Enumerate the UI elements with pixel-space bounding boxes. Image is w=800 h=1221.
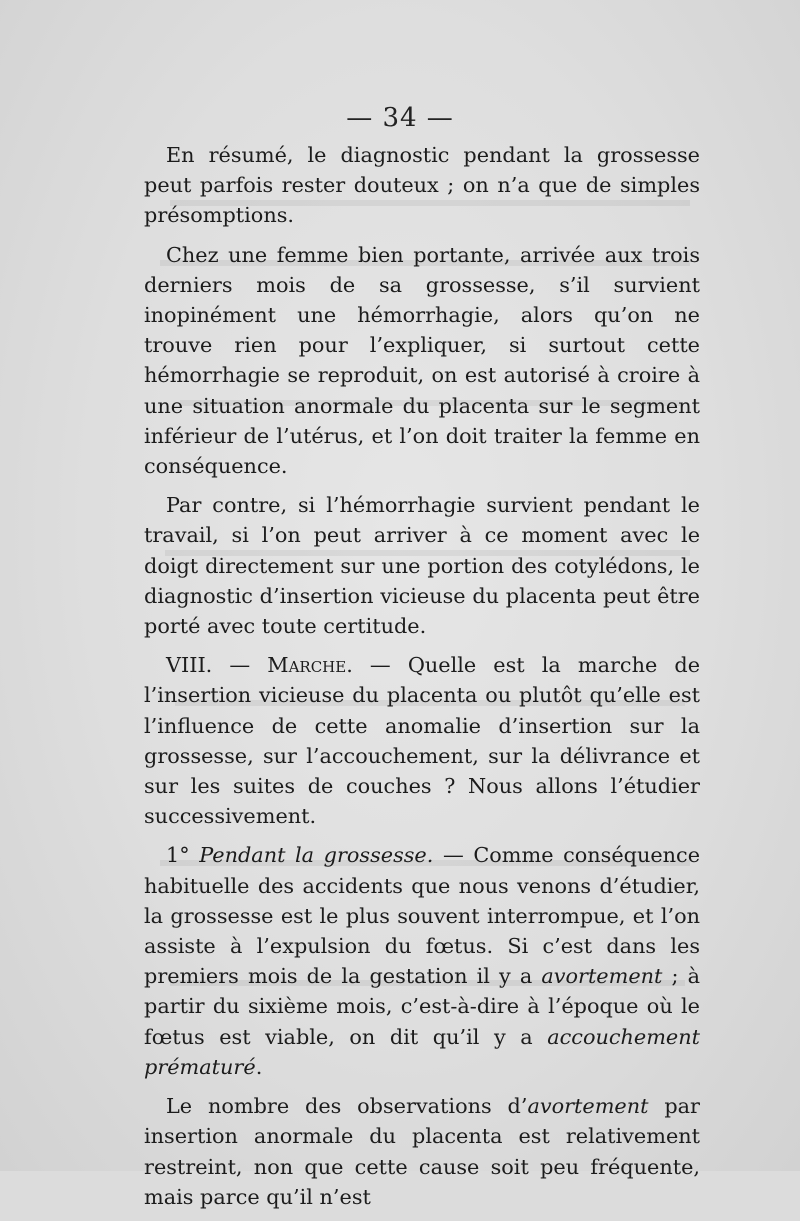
text-run: Le nombre des observations d’ — [166, 1094, 528, 1119]
section-number: VIII. — — [166, 653, 268, 678]
italic-term: accouchement prématuré — [144, 1024, 700, 1079]
section-text: — Quelle est la marche de l’insertion vicieuse du placenta ou plutôt qu’elle est l’influence de cette anomalie d’insertion sur la grossesse, sur l’accouchement, sur la délivrance et sur les suites de couches ? Nous allons l’étudier successivement. — [144, 653, 700, 829]
paragraph-labour: Par contre, si l’hémorrhagie survient pendant le travail, si l’on peut arriver à ce moment avec le doigt directement sur une portion des cotylédons, le diagnostic d’insertion vicieuse du placenta peut être porté avec toute certitude. — [144, 493, 700, 639]
paragraph-section-viii — [144, 650, 700, 831]
italic-term: avortement — [541, 964, 663, 989]
page-number: — 34 — — [346, 103, 454, 133]
section-heading: Marche. — [267, 653, 353, 678]
body-text — [144, 140, 700, 1221]
paragraph-during-pregnancy — [144, 840, 700, 1082]
text-run: — Comme conséquence habituelle des accidents que nous venons d’étudier, la grossesse est le plus souvent interrompue, et l’on assiste à l’expulsion du fœtus. Si c’est dans les premiers mois de la gestation il y a — [144, 843, 700, 989]
paragraph-third-trimester: Chez une femme bien portante, arrivée aux trois derniers mois de sa grossesse, s’il survient inopinément une hémorrhagie, alors qu’on ne trouve rien pour l’expliquer, si surtout cette hémorrhagie se reproduit, on est autorisé à croire à une situation anormale du placenta sur le segment inférieur de l’utérus, et l’on doit traiter la femme en conséquence. — [144, 242, 700, 479]
text-run: . — [255, 1054, 263, 1079]
paragraph-summary: En résumé, le diagnostic pendant la grossesse peut parfois rester douteux ; on n’a que de simples présomptions. — [144, 143, 700, 228]
subsection-number: 1° — [166, 843, 200, 868]
paragraph-abortion-count — [144, 1091, 700, 1212]
text-run: ; à partir du sixième mois, c’est-à-dire à l’époque où le fœtus est viable, on dit qu’il y a — [144, 964, 700, 1049]
text-run: par insertion anormale du placenta est relativement restreint, non que cette cause soit peu fréquente, mais parce qu’il n’est — [144, 1094, 701, 1209]
italic-term: avortement — [527, 1094, 649, 1119]
subsection-heading: Pendant la grossesse. — [199, 843, 434, 868]
